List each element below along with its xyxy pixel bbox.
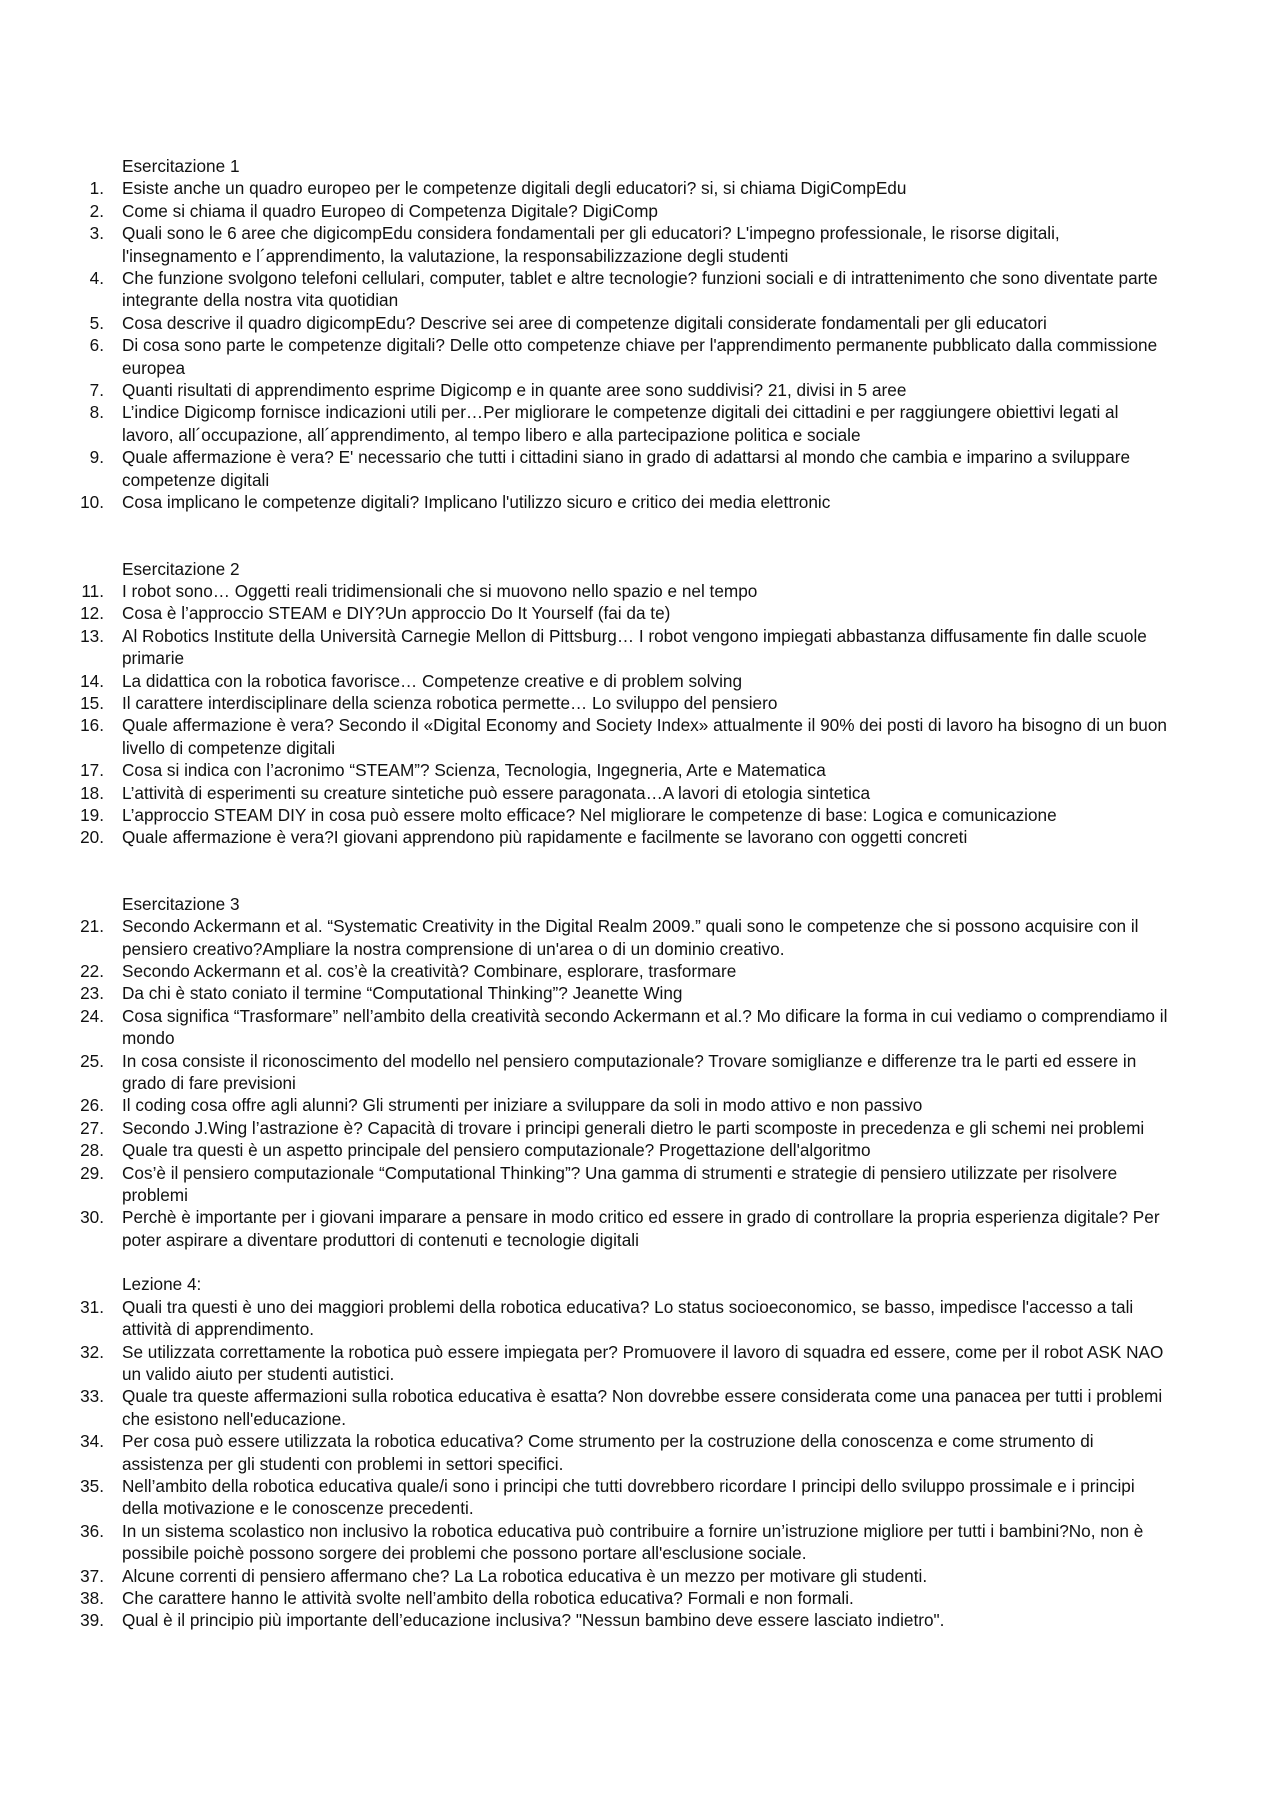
list-item: [72, 379, 1170, 401]
list-item: [72, 1520, 1170, 1565]
item-number: 32.: [80, 1341, 104, 1362]
item-number: 7.: [89, 380, 104, 401]
item-text: Se utilizzata correttamente la robotica può essere impiegata per? Promuovere il lavoro di squadra ed essere, come per il robot ASK NAO un valido aiuto per studenti autistici.: [122, 1341, 1164, 1384]
item-text: Di cosa sono parte le competenze digitali? Delle otto competenze chiave per l'apprendimento permanente pubblicato dalla commissione europea: [122, 335, 1158, 378]
item-number: 9.: [89, 447, 104, 468]
item-number: 18.: [80, 782, 104, 803]
item-number: 10.: [80, 492, 104, 513]
list-item: [72, 446, 1170, 491]
item-number: 21.: [80, 916, 104, 937]
list-item: [72, 1117, 1170, 1139]
item-number: 22.: [80, 961, 104, 981]
item-number: 34.: [80, 1431, 104, 1452]
item-text: L’attività di esperimenti su creature sintetiche può essere paragonata…A lavori di etologia sintetica: [122, 782, 871, 803]
item-number: 16.: [80, 715, 104, 736]
item-number: 24.: [80, 1005, 104, 1026]
list-item: [72, 580, 1170, 602]
item-text: Il carattere interdisciplinare della scienza robotica permette… Lo sviluppo del pensiero: [122, 692, 778, 713]
list-item: [72, 915, 1170, 960]
section-heading: Esercitazione 3: [122, 893, 240, 914]
item-number: 17.: [80, 760, 104, 781]
item-number: 33.: [80, 1386, 104, 1407]
section-lezione-4: [72, 1273, 1170, 1632]
list-item: [72, 1162, 1170, 1207]
item-number: 25.: [80, 1050, 104, 1071]
item-text: Quale affermazione è vera? Secondo il «Digital Economy and Society Index» attualmente il 90% dei posti di lavoro ha bisogno di un buon livello di competenze digitali: [122, 715, 1167, 758]
item-text: Secondo J.Wing l’astrazione è? Capacità di trovare i principi generali dietro le parti scomposte in precedenza e gli schemi nei problemi: [122, 1117, 1145, 1138]
item-number: 15.: [80, 692, 104, 713]
item-text: Il coding cosa offre agli alunni? Gli strumenti per iniziare a sviluppare da soli in modo attivo e non passivo: [122, 1095, 923, 1116]
item-number: 27.: [80, 1117, 104, 1138]
item-text: Quale tra questi è un aspetto principale del pensiero computazionale? Progettazione dell'algoritmo: [122, 1140, 871, 1161]
item-text: Esiste anche un quadro europeo per le competenze digitali degli educatori? si, si chiama DigiCompEdu: [122, 178, 907, 199]
section-esercitazione-1: [72, 155, 1170, 514]
item-number: 19.: [80, 804, 104, 825]
question-list: [72, 580, 1170, 849]
item-text: Quali tra questi è uno dei maggiori problemi della robotica educativa? Lo status socioeconomico, se basso, impedisce l'accesso a tali attività di apprendimento.: [122, 1296, 1134, 1340]
section-heading: Esercitazione 1: [122, 156, 240, 176]
item-number: 20.: [80, 827, 104, 848]
item-text: Come si chiama il quadro Europeo di Competenza Digitale? DigiComp: [122, 200, 658, 221]
item-text: Cosa implicano le competenze digitali? Implicano l'utilizzo sicuro e critico dei media elettronic: [122, 492, 831, 513]
list-item: [72, 1587, 1170, 1609]
item-number: 26.: [80, 1095, 104, 1116]
list-item: [72, 759, 1170, 781]
list-item: [72, 491, 1170, 513]
list-item: [72, 1139, 1170, 1161]
list-item: [72, 782, 1170, 804]
list-item: [72, 334, 1170, 379]
list-item: [72, 982, 1170, 1004]
question-list: [72, 177, 1170, 513]
list-item: [72, 200, 1170, 222]
item-number: 35.: [80, 1475, 104, 1496]
item-number: 37.: [80, 1565, 104, 1586]
item-number: 13.: [80, 625, 104, 646]
item-text: Cos’è il pensiero computazionale “Computational Thinking”? Una gamma di strumenti e strategie di pensiero utilizzate per risolvere problemi: [122, 1162, 1118, 1206]
item-number: 39.: [80, 1610, 104, 1631]
item-text: In cosa consiste il riconoscimento del modello nel pensiero computazionale? Trovare somiglianze e differenze tra le parti ed essere in grado di fare previsioni: [122, 1050, 1137, 1094]
item-text: Che carattere hanno le attività svolte nell’ambito della robotica educativa? Formali e non formali.: [122, 1587, 854, 1608]
item-text: Qual è il principio più importante dell’educazione inclusiva? "Nessun bambino deve essere lasciato indietro".: [122, 1610, 945, 1631]
item-number: 23.: [80, 983, 104, 1004]
item-number: 14.: [80, 670, 104, 691]
item-text: Cosa descrive il quadro digicompEdu? Descrive sei aree di competenze digitali considerate fondamentali per gli educatori: [122, 312, 1047, 333]
item-number: 38.: [80, 1587, 104, 1608]
item-text: Quale affermazione è vera? E' necessario che tutti i cittadini siano in grado di adattarsi al mondo che cambia e imparino a sviluppare competenze digitali: [122, 447, 1131, 490]
list-item: [72, 602, 1170, 624]
list-item: [72, 1206, 1170, 1251]
list-item: [72, 692, 1170, 714]
list-item: [72, 1094, 1170, 1116]
list-item: [72, 1385, 1170, 1430]
item-text: La didattica con la robotica favorisce… Competenze creative e di problem solving: [122, 670, 743, 691]
item-number: 28.: [80, 1140, 104, 1161]
list-item: [72, 1475, 1170, 1520]
section-esercitazione-2: [72, 558, 1170, 849]
section-heading: Esercitazione 2: [122, 558, 240, 579]
list-item: [72, 826, 1170, 848]
item-number: 12.: [80, 603, 104, 624]
item-number: 8.: [89, 402, 104, 423]
item-number: 1.: [89, 178, 104, 199]
item-text: Quale affermazione è vera?I giovani apprendono più rapidamente e facilmente se lavorano con oggetti concreti: [122, 827, 968, 848]
item-text: In un sistema scolastico non inclusivo la robotica educativa può contribuire a fornire un’istruzione migliore per tutti i bambini?No, non è possibile poichè possono sorgere dei problemi che possono portare all'esclusione sociale.: [122, 1520, 1144, 1564]
item-text: Perchè è importante per i giovani imparare a pensare in modo critico ed essere in grado di controllare la propria esperienza digitale? Per poter aspirare a diventare produttori di contenuti e tecnologie digitali: [122, 1207, 1160, 1250]
list-item: [72, 714, 1170, 759]
item-text: I robot sono… Oggetti reali tridimensionali che si muovono nello spazio e nel tempo: [122, 580, 758, 601]
item-number: 31.: [80, 1296, 104, 1317]
list-item: [72, 804, 1170, 826]
list-item: [72, 1430, 1170, 1475]
list-item: [72, 1050, 1170, 1095]
item-number: 36.: [80, 1520, 104, 1541]
item-text: Quali sono le 6 aree che digicompEdu considera fondamentali per gli educatori? L'impegno professionale, le risorse digitali, l'insegnamento e l´apprendimento, la valutazione, la responsabilizzazione degli studenti: [122, 223, 1060, 266]
item-text: Che funzione svolgono telefoni cellulari, computer, tablet e altre tecnologie? funzioni sociali e di intrattenimento che sono diventate parte integrante della nostra vita quotidian: [122, 268, 1158, 311]
item-text: L’indice Digicomp fornisce indicazioni utili per…Per migliorare le competenze digitali dei cittadini e per raggiungere obiettivi legati al lavoro, all´occupazione, all´apprendimento, al tempo libero e alla partecipazione politica e sociale: [122, 402, 1119, 445]
list-item: [72, 222, 1170, 267]
list-item: [72, 177, 1170, 199]
item-text: Secondo Ackermann et al. cos’è la creatività? Combinare, esplorare, trasformare: [122, 961, 737, 981]
item-text: Quanti risultati di apprendimento esprime Digicomp e in quante aree sono suddivisi? 21, divisi in 5 aree: [122, 380, 907, 401]
question-list: [72, 1296, 1170, 1632]
item-number: 2.: [89, 200, 104, 221]
item-text: Cosa significa “Trasformare” nell’ambito della creatività secondo Ackermann et al.? Mo dificare la forma in cui vediamo o comprendiamo il mondo: [122, 1005, 1168, 1049]
item-number: 4.: [89, 268, 104, 289]
item-number: 11.: [81, 580, 104, 601]
item-text: Per cosa può essere utilizzata la robotica educativa? Come strumento per la costruzione della conoscenza e come strumento di assistenza per gli studenti con problemi in settori specifici.: [122, 1431, 1094, 1474]
item-number: 6.: [89, 335, 104, 356]
list-item: [72, 1565, 1170, 1587]
list-item: [72, 312, 1170, 334]
list-item: [72, 670, 1170, 692]
list-item: [72, 1296, 1170, 1341]
list-item: [72, 1609, 1170, 1631]
section-esercitazione-3: [72, 893, 1170, 1252]
item-text: Al Robotics Institute della Università Carnegie Mellon di Pittsburg… I robot vengono impiegati abbastanza diffusamente fin dalle scuole primarie: [122, 625, 1147, 669]
list-item: [72, 625, 1170, 670]
item-text: Da chi è stato coniato il termine “Computational Thinking”? Jeanette Wing: [122, 983, 683, 1004]
item-text: Alcune correnti di pensiero affermano che? La La robotica educativa è un mezzo per motivare gli studenti.: [122, 1565, 928, 1586]
item-text: Nell’ambito della robotica educativa quale/i sono i principi che tutti dovrebbero ricordare I principi dello sviluppo prossimale e i principi della motivazione e le conoscenze precedenti.: [122, 1475, 1135, 1519]
item-text: Cosa è l’approccio STEAM e DIY?Un approccio Do It Yourself (fai da te): [122, 603, 671, 624]
item-text: Quale tra queste affermazioni sulla robotica educativa è esatta? Non dovrebbe essere considerata come una panacea per tutti i problemi che esistono nell'educazione.: [122, 1386, 1163, 1429]
item-number: 5.: [89, 312, 104, 333]
item-text: Secondo Ackermann et al. “Systematic Creativity in the Digital Realm 2009.” quali sono le competenze che si possono acquisire con il pensiero creativo?Ampliare la nostra comprensione di un'area o di un dominio creativo.: [122, 916, 1139, 959]
list-item: [72, 401, 1170, 446]
item-number: 29.: [80, 1162, 104, 1183]
item-number: 30.: [80, 1207, 104, 1228]
list-item: [72, 1005, 1170, 1050]
item-number: 3.: [89, 223, 104, 244]
list-item: [72, 960, 1170, 982]
question-list: [72, 915, 1170, 1251]
section-heading: Lezione 4:: [122, 1274, 202, 1295]
list-item: [72, 267, 1170, 312]
item-text: Cosa si indica con l’acronimo “STEAM”? Scienza, Tecnologia, Ingegneria, Arte e Matematica: [122, 760, 826, 781]
item-text: L’approccio STEAM DIY in cosa può essere molto efficace? Nel migliorare le competenze di base: Logica e comunicazione: [122, 804, 1057, 825]
list-item: [72, 1341, 1170, 1386]
